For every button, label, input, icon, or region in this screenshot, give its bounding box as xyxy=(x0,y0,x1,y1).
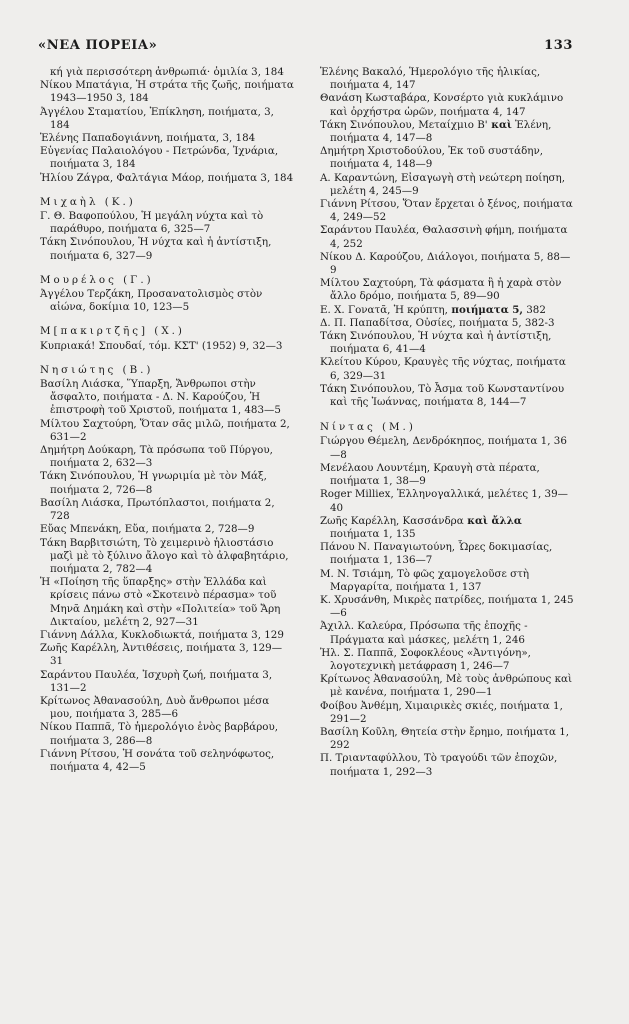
index-entry: Εὔας Μπενάκη, Εὔα, ποιήματα 2, 728—9 xyxy=(40,523,255,536)
entry-text-tail: 382 xyxy=(522,303,546,316)
entry-text-tail: Ἑλένη, ποιήματα 4, 147—8 xyxy=(330,118,552,145)
index-entry: Μίλτου Σαχτούρη, Τὰ φάσματα ἢ ἡ χαρὰ στὸν ἄλλο δρόμο, ποιήματα 5, 89—90 xyxy=(320,277,562,303)
index-entry: Ἑλένης Παπαδογιάννη, ποιήματα, 3, 184 xyxy=(40,132,256,145)
index-entry: Τάκη Σινόπουλου, Ἡ γνωριμία μὲ τὸν Μάξ, ποιήματα 2, 726—8 xyxy=(40,470,267,496)
index-entry: Γιώργου Θέμελη, Δενδρόκηπος, ποιήματα 1, 36—8 xyxy=(320,435,567,461)
index-entry: Ἠλ. Σ. Παππᾶ, Σοφοκλέους «Ἀντιγόνη», λογοτεχνικὴ μετάφραση 1, 246—7 xyxy=(320,646,531,672)
author-heading: Μ[πακιρτζῆς] (Χ.) xyxy=(40,325,185,338)
index-entry: Νίκου Παππᾶ, Τὸ ἡμερολόγιο ἑνὸς βαρβάρου, ποιήματα 3, 286—8 xyxy=(40,721,279,747)
index-entry: Δημήτρη Χριστοδούλου, Ἐκ τοῦ συστάδην, ποιήματα 4, 148—9 xyxy=(320,145,543,171)
index-entry: Ἀγγέλου Σταματίου, Ἐπίκληση, ποιήματα, 3, 184 xyxy=(40,105,274,131)
index-entry: Εὐγενίας Παλαιολόγου - Πετρώνδα, Ἰχνάρια, ποιήματα 3, 184 xyxy=(40,145,279,171)
entry-text-tail: ποιήματα 1, 135 xyxy=(330,527,416,540)
index-entry: Roger Milliex, Ἑλληνογαλλικά, μελέτες 1, 39—40 xyxy=(320,488,568,514)
index-entry: Κρίτωνος Ἀθανασούλη, Μὲ τοὺς ἀνθρώπους καὶ μὲ κανένα, ποιήματα 1, 290—1 xyxy=(320,673,572,699)
author-heading: Μιχαὴλ (Κ.) xyxy=(40,195,136,208)
index-entry: Τάκη Βαρβιτσιώτη, Τὸ χειμερινὸ ἡλιοστάσιο μαζὶ μὲ τὸ ξύλινο ἄλογο καὶ τὸ ἀλφαβητάριο, ποιήματα 2, 782—4 xyxy=(40,536,289,575)
index-entry: Σαράντου Παυλέα, Ἰσχυρὴ ζωή, ποιήματα 3, 131—2 xyxy=(40,668,273,694)
index-entry: Μίλτου Σαχτούρη, Ὅταν σᾶς μιλῶ, ποιήματα 2, 631—2 xyxy=(40,417,290,443)
index-entry: Δημήτρη Δούκαρη, Τὰ πρόσωπα τοῦ Πύργου, ποιήματα 2, 632—3 xyxy=(40,444,273,470)
index-entry xyxy=(320,304,574,317)
index-entry: Ζωῆς Καρέλλη, Ἀντιθέσεις, ποιήματα 3, 129—31 xyxy=(40,642,283,668)
author-heading: Νίντας (Μ.) xyxy=(320,421,416,434)
index-entry: Γιάννη Ρίτσου, Ἡ σονάτα τοῦ σεληνόφωτος, ποιήματα 4, 42—5 xyxy=(40,747,275,773)
page-header xyxy=(38,38,573,53)
index-entry: Φοίβου Ἀνθέμη, Χιμαιρικὲς σκιές, ποιήματα 1, 291—2 xyxy=(320,699,563,725)
index-entry: Ἑλένης Βακαλό, Ἡμερολόγιο τῆς ἡλικίας, ποιήματα 4, 147 xyxy=(320,66,541,92)
index-entry: Τάκη Σινόπουλου, Ἡ νύχτα καὶ ἡ ἀντίστιξη, ποιήματα 6, 327—9 xyxy=(40,236,272,262)
entry-text: Τάκη Σινόπουλου, Μεταίχμιο Β' xyxy=(320,118,488,131)
index-entry: Βασίλη Λιάσκα, Πρωτόπλαστοι, ποιήματα 2, 728 xyxy=(40,496,275,523)
index-entry: Ἠλίου Ζάγρα, Φαλτάγια Μάορ, ποιήματα 3, 184 xyxy=(40,171,294,184)
index-entry: Γιάννη Δάλλα, Κυκλοδιωκτά, ποιήματα 3, 129 xyxy=(40,628,284,641)
index-entry xyxy=(320,119,574,145)
index-entry: Κλείτου Κύρου, Κραυγὲς τῆς νύχτας, ποιήματα 6, 329—31 xyxy=(320,356,566,382)
index-entry: Θανάση Κωσταβάρα, Κονσέρτο γιὰ κυκλάμινο καὶ ὀρχήστρα ὡρῶν, ποιήματα 4, 147 xyxy=(320,92,564,118)
index-entry: Γ. Θ. Βαφοπούλου, Ἡ μεγάλη νύχτα καὶ τὸ παράθυρο, ποιήματα 6, 325—7 xyxy=(40,210,264,236)
entry-bold-text: ποιήματα 5, xyxy=(447,303,523,316)
index-entry: Πάνου Ν. Παναγιωτούνη, Ὧρες δοκιμασίας, ποιήματα 1, 136—7 xyxy=(320,541,553,567)
entry-bold-text: καὶ ἄλλα xyxy=(463,514,522,527)
index-entry: Ἀχιλλ. Καλεύρα, Πρόσωπα τῆς ἐποχῆς - Πράγματα καὶ μάσκες, μελέτη 1, 246 xyxy=(320,620,528,646)
index-entry: Π. Τριανταφύλλου, Τὸ τραγούδι τῶν ἐποχῶν, ποιήματα 1, 292—3 xyxy=(320,752,558,778)
index-entry: Τάκη Σινόπουλου, Τὸ Ἆσμα τοῦ Κωνσταντίνου καὶ τῆς Ἰωάννας, ποιήματα 8, 144—7 xyxy=(320,382,565,409)
index-entry: Κυπριακά! Σπουδαί, τόμ. ΚΣΤ' (1952) 9, 32—3 xyxy=(40,339,283,352)
entry-bold-text: καὶ xyxy=(487,118,512,131)
author-heading: Μουρέλος (Γ.) xyxy=(40,273,154,286)
journal-title: «ΝΕΑ ΠΟΡΕΙΑ» xyxy=(38,38,158,53)
index-entry: Τάκη Σινόπουλου, Ἡ νύχτα καὶ ἡ ἀντίστιξη, ποιήματα 6, 41—4 xyxy=(320,330,552,356)
index-entry: Α. Καραντώνη, Εἰσαγωγὴ στὴ νεώτερη ποίηση, μελέτη 4, 245—9 xyxy=(320,171,565,197)
index-entry: Μ. Ν. Τσιάμη, Τὸ φῶς χαμογελοῦσε στὴ Μαργαρίτα, ποιήματα 1, 137 xyxy=(320,567,530,593)
index-entry-continuation: κή γιὰ περισσότερη ἀνθρωπιά· ὁμιλία 3, 184 xyxy=(50,66,284,78)
left-column xyxy=(40,66,294,774)
index-entry: Κρίτωνος Ἀθανασούλη, Δυὸ ἄνθρωποι μέσα μου, ποιήματα 3, 285—6 xyxy=(40,694,270,721)
index-entry: Μενέλαου Λουντέμη, Κραυγὴ στὰ πέρατα, ποιήματα 1, 38—9 xyxy=(320,461,540,488)
entry-text: Ζωῆς Καρέλλη, Κασσάνδρα xyxy=(320,514,464,527)
index-entry: Ἀγγέλου Τερζάκη, Προσανατολισμὸς στὸν αἰώνα, δοκίμια 10, 123—5 xyxy=(40,288,263,314)
index-entry: Νίκου Μπατάγια, Ἡ στράτα τῆς ζωῆς, ποιήματα 1943—1950 3, 184 xyxy=(40,79,294,105)
entry-text: Ε. Χ. Γονατᾶ, Ἡ κρύπτη, xyxy=(320,303,448,316)
index-entry: Βασίλη Κοῦλη, Θητεία στὴν ἔρημο, ποιήματα 1, 292 xyxy=(320,725,570,752)
right-column xyxy=(320,66,574,779)
index-entry: Νίκου Δ. Καρούζου, Διάλογοι, ποιήματα 5, 88—9 xyxy=(320,250,571,277)
page-number: 133 xyxy=(544,38,573,53)
index-entry: Βασίλη Λιάσκα, Ὕπαρξη, Ἄνθρωποι στὴν ἄσφαλτο, ποιήματα - Δ. Ν. Καρούζου, Ἡ ἐπιστροφὴ τοῦ Χριστοῦ, ποιήματα 1, 483—5 xyxy=(40,378,281,417)
index-entry: Δ. Π. Παπαδίτσα, Οὐσίες, ποιήματα 5, 382-3 xyxy=(320,316,555,329)
index-entry: Γιάννη Ρίτσου, Ὅταν ἔρχεται ὁ ξένος, ποιήματα 4, 249—52 xyxy=(320,198,573,224)
author-heading: Νησιώτης (Β.) xyxy=(40,363,154,376)
index-entry: Ἡ «Ποίηση τῆς ὕπαρξης» στὴν Ἑλλάδα καὶ κρίσεις πάνω στὸ «Σκοτεινὸ πέρασμα» τοῦ Μηνᾶ Δημάκη καὶ στὴν «Πολιτεία» τοῦ Ἄρη Δικταίου, μελέτη 2, 927—31 xyxy=(40,576,281,628)
index-entry: Κ. Χρυσάνθη, Μικρὲς πατρίδες, ποιήματα 1, 245—6 xyxy=(320,593,574,620)
index-entry xyxy=(320,515,574,541)
index-entry: Σαράντου Παυλέα, Θαλασσινὴ φήμη, ποιήματα 4, 252 xyxy=(320,224,568,250)
